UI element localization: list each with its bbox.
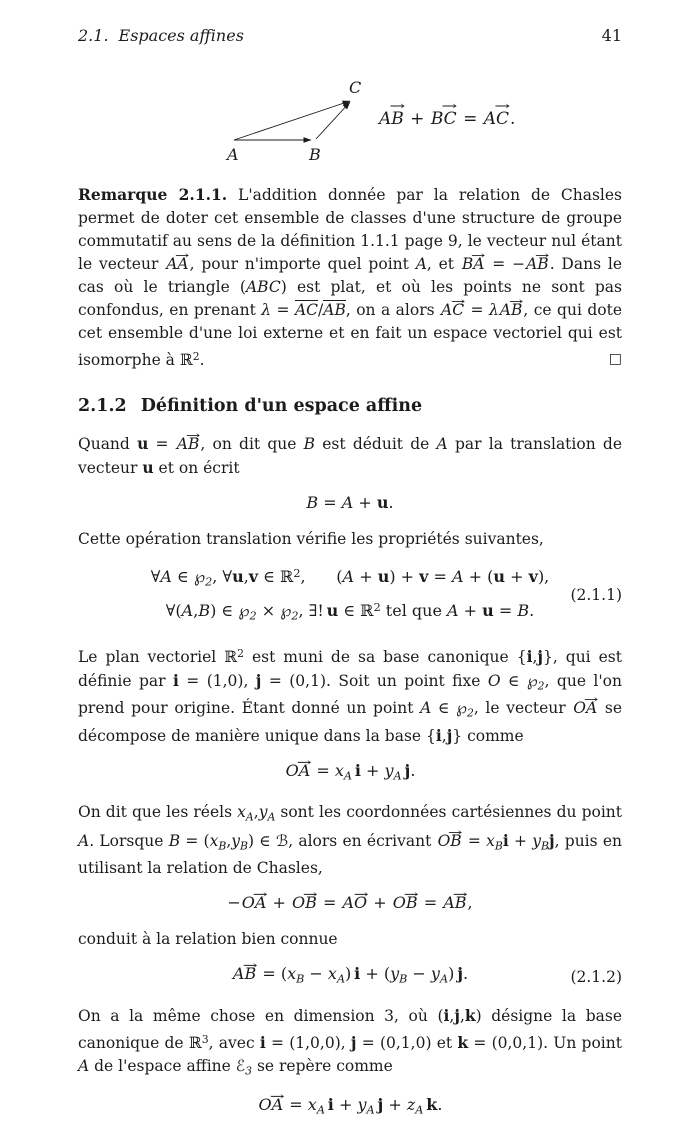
equation-tag-2-1-1: (2.1.1) [570, 586, 622, 605]
equation-oa-2d [78, 758, 622, 789]
paragraph-relation-intro: conduit à la relation bien connue [78, 929, 338, 948]
remark-paragraph [78, 183, 622, 372]
paragraph-properties-intro: Cette opération translation vérifie les propriétés suivantes, [78, 529, 544, 548]
equation-tag-2-1-2: (2.1.2) [570, 967, 622, 986]
equation-2-1-1-line2: ∀(A,B) ∈ $℘_2$ × $℘_2$, ∃! u ∈ ℝ$^2$ tel que A + u = B. [165, 601, 535, 623]
equation-translation [78, 490, 622, 516]
subsection-number: 2.1.2 [78, 395, 127, 416]
paragraph-translation-intro: Quand u = AB →, on dit que B est déduit de A par la translation de vecteur u et on écrit [78, 432, 622, 480]
vertex-label-C: C [349, 79, 362, 97]
equation-chasles-coords-line: −OA → + OB → = AO → + OB → = AB →, [78, 890, 622, 916]
equation-2-1-1 [78, 561, 622, 630]
remark-text: L'addition donnée par la relation de Chasles permet de doter cet ensemble de classes d'une structure de groupe commutatif au sens de la définition 1.1.1 page 9, le vecteur nul étant le vecteur AA →, pour n'importe quel point A, et BA → = −AB →. Dans le cas où le triangle (ABC) est plat, et où les points ne sont pas confondus, en prenant λ = AC/AB, on a alors AC → = λAB →, ce qui dote cet ensemble d'une loi externe et en fait un espace vectoriel qui est isomorphe à ℝ$^2$. [78, 186, 622, 369]
vertex-label-B: B [309, 145, 321, 164]
equation-2-1-2 [78, 961, 622, 992]
equation-2-1-2-line: AB → = $(x_B - x_A) i + (y_B - y_A)$ j. [78, 961, 622, 992]
running-head-section [78, 26, 244, 45]
qed-symbol: □ [608, 350, 622, 367]
paragraph-cartesian-coords: On dit que les réels $x_A,y_A$ sont les coordonnées cartésiennes du point A. Lorsque $B = (x_B,y_B)$ ∈ ℬ, alors en écrivant OB → = $x_Bi + y_Bj$, puis en utilisant la relation de Chasles, [78, 801, 622, 880]
running-head [78, 26, 622, 45]
equation-oa-3d-line: OA → = $x_A$ $i + y_A$ $j + z_A$ k. [78, 1092, 622, 1123]
equation-oa-2d-line: OA → = $x_A$ $i + y_A$ j. [78, 758, 622, 789]
vertex-label-A: A [227, 145, 239, 164]
section-number: 2.1. [78, 26, 109, 45]
triangle-diagram [206, 79, 386, 169]
equation-chasles-coords [78, 890, 622, 916]
equation-oa-3d [78, 1092, 622, 1123]
paragraph-dimension-3: On a la même chose en dimension 3, où (i,j,k) désigne la base canonique de ℝ$^3$, avec i = (1,0,0), j = (0,1,0) et k = (0,0,1). Un point A de l'espace affine ℰ$_3$ se repère comme [78, 1006, 622, 1078]
section-name: Espaces affines [118, 26, 244, 45]
vector-BC-line [316, 102, 350, 139]
equation-translation-line: B = A + u. [306, 492, 394, 512]
figure-chasles [78, 79, 622, 169]
page-number: 41 [601, 26, 622, 45]
subsection-title: Définition d'un espace affine [140, 395, 423, 416]
subsection-heading [78, 396, 622, 416]
remark-label: Remarque 2.1.1. [78, 185, 228, 204]
equation-2-1-1-line1: ∀A ∈ $℘_2$, ∀u,v ∈ ℝ$^2$, (A + u) + v = A + (u + v), [150, 566, 550, 589]
paragraph-canonical-basis: Le plan vectoriel ℝ$^2$ est muni de sa base canonique {i,j}, qui est définie par i = (1,0), j = (0,1). Soit un point fixe O ∈ $℘_2$, que l'on prend pour origine. Étant donné un point A ∈ $℘_2$, le vecteur OA → se décompose de manière unique dans la base {i,j} comme [78, 642, 622, 748]
figure-equation: AB → + BC → = AC →. [378, 109, 515, 129]
